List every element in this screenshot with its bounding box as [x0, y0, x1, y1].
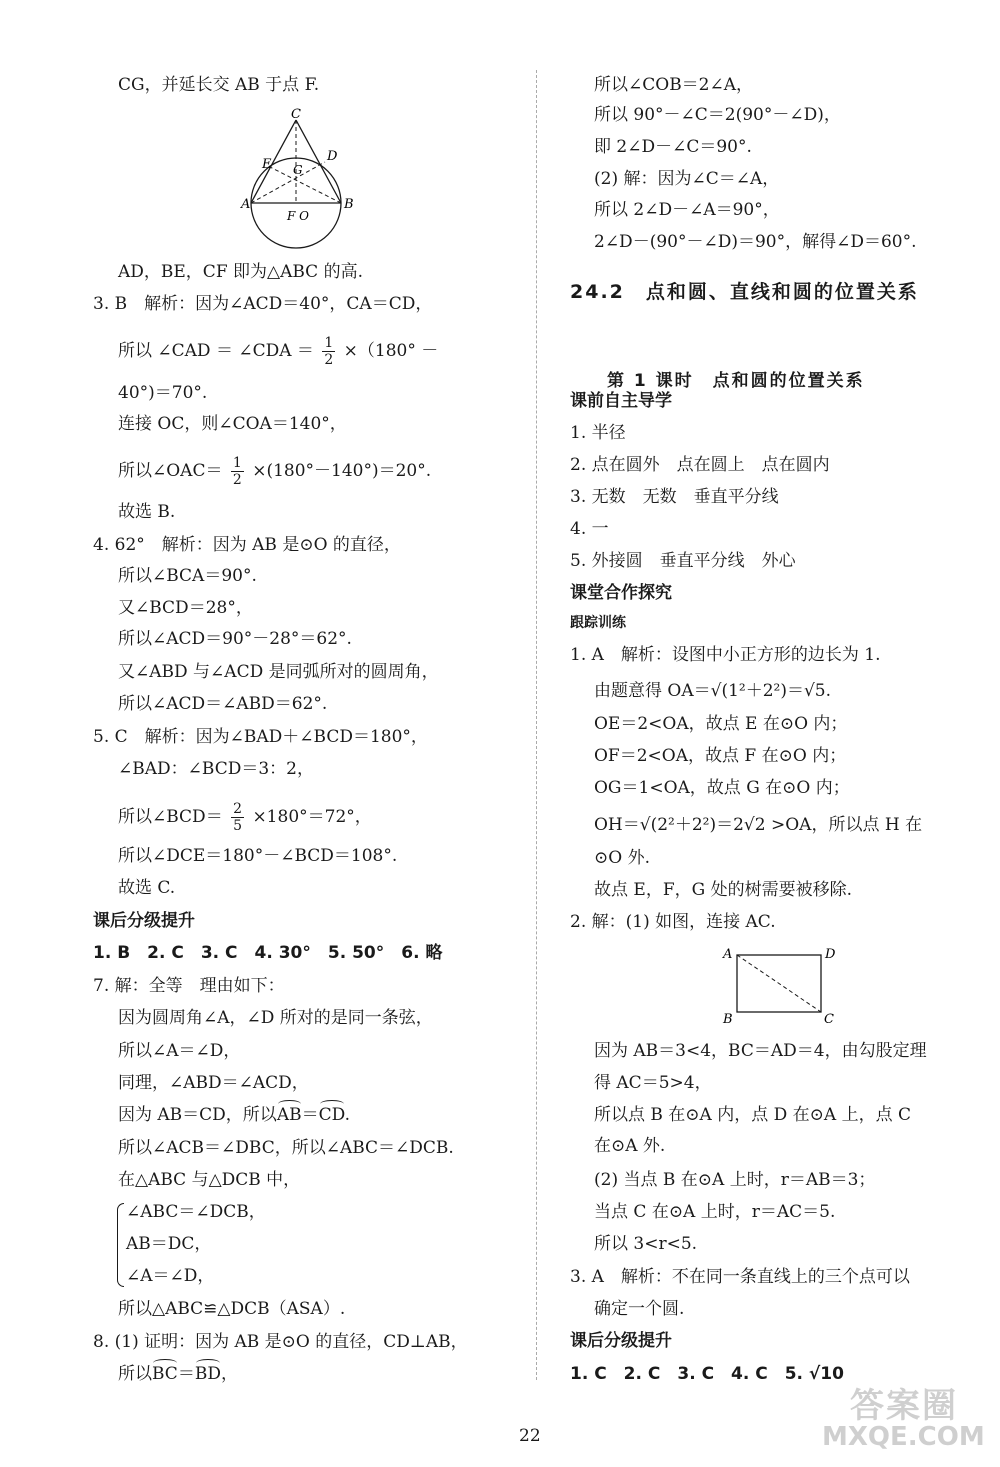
- t1-line: OE＝2<OA，故点 E 在⊙O 内；: [594, 714, 848, 734]
- q8-line: 8. (1) 证明：因为 AB 是⊙O 的直径，CD⊥AB，: [93, 1332, 468, 1352]
- label-B: B: [344, 197, 354, 212]
- arc-BD: BD: [194, 1364, 221, 1384]
- t1-line: OH＝√(2²＋2²)＝2√2 >OA，所以点 H 在: [594, 815, 923, 835]
- arc-AB: AB: [276, 1105, 302, 1125]
- numerator: 1: [324, 335, 334, 351]
- t1-line: 由题意得 OA＝√(1²＋2²)＝√5.: [594, 681, 832, 701]
- text-segment: ×（180° －: [343, 341, 439, 361]
- arc-BC: BC: [152, 1364, 178, 1384]
- t3-line: 确定一个圆.: [594, 1299, 685, 1319]
- label-A: A: [241, 197, 251, 212]
- text-line: AD，BE，CF 即为△ABC 的高.: [118, 262, 363, 282]
- q3-line: 3. B 解析：因为∠ACD＝40°，CA＝CD，: [93, 294, 433, 314]
- label-D: D: [327, 149, 338, 164]
- q7-line: 所以∠ACB＝∠DBC，所以∠ABC＝∠DCB.: [118, 1138, 454, 1158]
- text-line: 所以 2∠D－∠A＝90°，: [594, 200, 780, 220]
- t1-line: 故点 E，F，G 处的树需要被移除.: [594, 880, 852, 900]
- watermark-logo: 答案圈: [850, 1386, 958, 1426]
- text-segment: ＝: [301, 1105, 319, 1125]
- q8-line: [118, 1363, 238, 1385]
- answer-line: 5. 外接圆 垂直平分线 外心: [570, 551, 796, 571]
- watermark-url: MXQE.COM: [822, 1422, 985, 1452]
- q7-line: 所以△ABC≌△DCB（ASA）.: [118, 1299, 346, 1319]
- label-D: D: [825, 947, 836, 962]
- label-B: B: [723, 1012, 733, 1027]
- q7-line: AB＝DC，: [126, 1234, 212, 1254]
- q5-line: 所以∠DCE＝180°－∠BCD＝108°.: [118, 846, 398, 866]
- sub-heading: 跟踪训练: [570, 615, 626, 631]
- q5-line: [118, 801, 372, 834]
- denominator: 2: [324, 352, 334, 368]
- q3-line: 故选 B.: [118, 502, 176, 522]
- q4-line: 又∠ABD 与∠ACD 是同弧所对的圆周角，: [118, 662, 439, 682]
- denominator: 5: [233, 818, 243, 834]
- q7-line: [118, 1104, 350, 1126]
- q4-line: 4. 62° 解析：因为 AB 是⊙O 的直径，: [93, 535, 401, 555]
- label-C: C: [824, 1012, 834, 1027]
- t2-line: 所以点 B 在⊙A 内，点 D 在⊙A 上，点 C: [594, 1105, 911, 1125]
- page-number: 22: [519, 1426, 541, 1446]
- answer-line: 2. 点在圆外 点在圆上 点在圆内: [570, 455, 830, 475]
- label-A: A: [723, 947, 733, 962]
- t2-line: 得 AC＝5>4，: [594, 1073, 712, 1093]
- text-line: (2) 解：因为∠C＝∠A，: [594, 169, 780, 189]
- q4-line: 所以∠BCA＝90°.: [118, 566, 257, 586]
- t2-line: 在⊙A 外.: [594, 1136, 666, 1156]
- section-heading: 课后分级提升: [570, 1331, 672, 1351]
- q7-line: 7. 解：全等 理由如下：: [93, 976, 285, 996]
- denominator: 2: [232, 472, 242, 488]
- text-line: 即 2∠D－∠C＝90°.: [594, 137, 752, 157]
- text-segment: ×180°＝72°，: [252, 807, 372, 827]
- label-C: C: [291, 107, 301, 122]
- text-segment: 因为 AB＝CD，所以: [118, 1105, 277, 1125]
- arc-CD: CD: [318, 1105, 345, 1125]
- numerator: 2: [233, 801, 243, 817]
- text-line: CG，并延长交 AB 于点 F.: [118, 75, 320, 95]
- answers-line: 1. C 2. C 3. C 4. C 5. √10: [570, 1364, 844, 1384]
- section-heading: 课前自主导学: [570, 391, 672, 411]
- section-heading: 课后分级提升: [93, 911, 195, 931]
- numerator: 1: [232, 455, 242, 471]
- text-segment: 所以∠OAC＝: [118, 461, 223, 481]
- section-title: 24.2 点和圆、直线和圆的位置关系: [570, 281, 919, 303]
- text-segment: 所以 ∠CAD ＝ ∠CDA ＝: [118, 341, 314, 361]
- q3-line: 连接 OC，则∠COA＝140°，: [118, 414, 347, 434]
- t3-line: 3. A 解析：不在同一条直线上的三个点可以: [570, 1267, 910, 1287]
- q5-line: 故选 C.: [118, 878, 176, 898]
- t1-line: 1. A 解析：设图中小正方形的边长为 1.: [570, 645, 881, 665]
- fraction: [231, 455, 244, 488]
- q7-line: 在△ABC 与△DCB 中，: [118, 1170, 301, 1190]
- fraction: [231, 801, 244, 834]
- text-line: 2∠D－(90°－∠D)＝90°，解得∠D＝60°.: [594, 232, 917, 252]
- text-segment: ＝: [177, 1364, 195, 1384]
- t2-line: 因为 AB＝3<4，BC＝AD＝4，由勾股定理: [594, 1041, 927, 1061]
- text-segment: ×(180°－140°)＝20°.: [252, 461, 432, 481]
- t2-line: 当点 C 在⊙A 上时，r＝AC＝5.: [594, 1202, 836, 1222]
- q7-line: ∠A＝∠D，: [126, 1266, 215, 1286]
- text-segment: 所以: [118, 1364, 152, 1384]
- text-segment: .: [344, 1105, 351, 1125]
- circle-triangle-figure: [240, 102, 370, 254]
- q3-line: 40°)＝70°.: [118, 383, 208, 403]
- fraction: [322, 335, 335, 368]
- answer-line: 4. 一: [570, 519, 609, 539]
- q4-line: 又∠BCD＝28°，: [118, 598, 253, 618]
- text-segment: 所以∠BCD＝: [118, 807, 223, 827]
- q7-line: 所以∠A＝∠D，: [118, 1041, 241, 1061]
- q4-line: 所以∠ACD＝90°－28°＝62°.: [118, 629, 352, 649]
- column-divider: [536, 70, 537, 1380]
- t2-line: 2. 解：(1) 如图，连接 AC.: [570, 912, 776, 932]
- rectangle-figure: [720, 941, 842, 1027]
- answers-line: 1. B 2. C 3. C 4. 30° 5. 50° 6. 略: [93, 943, 443, 963]
- t2-line: (2) 当点 B 在⊙A 上时，r＝AB＝3；: [594, 1170, 876, 1190]
- text-segment: ，: [220, 1364, 238, 1384]
- text-line: 所以∠COB＝2∠A，: [594, 75, 754, 95]
- t1-line: ⊙O 外.: [594, 848, 650, 868]
- q7-line: 同理，∠ABD＝∠ACD，: [118, 1073, 309, 1093]
- q3-line: [118, 455, 431, 488]
- answer-line: 3. 无数 无数 垂直平分线: [570, 487, 779, 507]
- t2-line: 所以 3<r<5.: [594, 1234, 698, 1254]
- lesson-title: 第 1 课时 点和圆的位置关系: [607, 371, 865, 391]
- t1-line: OG＝1<OA，故点 G 在⊙O 内；: [594, 778, 850, 798]
- answer-line: 1. 半径: [570, 423, 626, 443]
- q3-line: [118, 335, 438, 368]
- t1-line: OF＝2<OA，故点 F 在⊙O 内；: [594, 746, 847, 766]
- text-line: 所以 90°－∠C＝2(90°－∠D)，: [594, 105, 841, 125]
- label-E: E: [262, 157, 272, 172]
- label-G: G: [293, 163, 303, 177]
- q7-line: ∠ABC＝∠DCB，: [126, 1202, 266, 1222]
- label-FO: F O: [287, 209, 309, 223]
- section-heading: 课堂合作探究: [570, 583, 672, 603]
- q4-line: 所以∠ACD＝∠ABD＝62°.: [118, 694, 328, 714]
- q7-line: 因为圆周角∠A，∠D 所对的是同一条弦，: [118, 1008, 433, 1028]
- q5-line: 5. C 解析：因为∠BAD＋∠BCD＝180°，: [93, 727, 428, 747]
- system-brace: [117, 1203, 124, 1287]
- q5-line: ∠BAD：∠BCD＝3：2，: [118, 759, 314, 779]
